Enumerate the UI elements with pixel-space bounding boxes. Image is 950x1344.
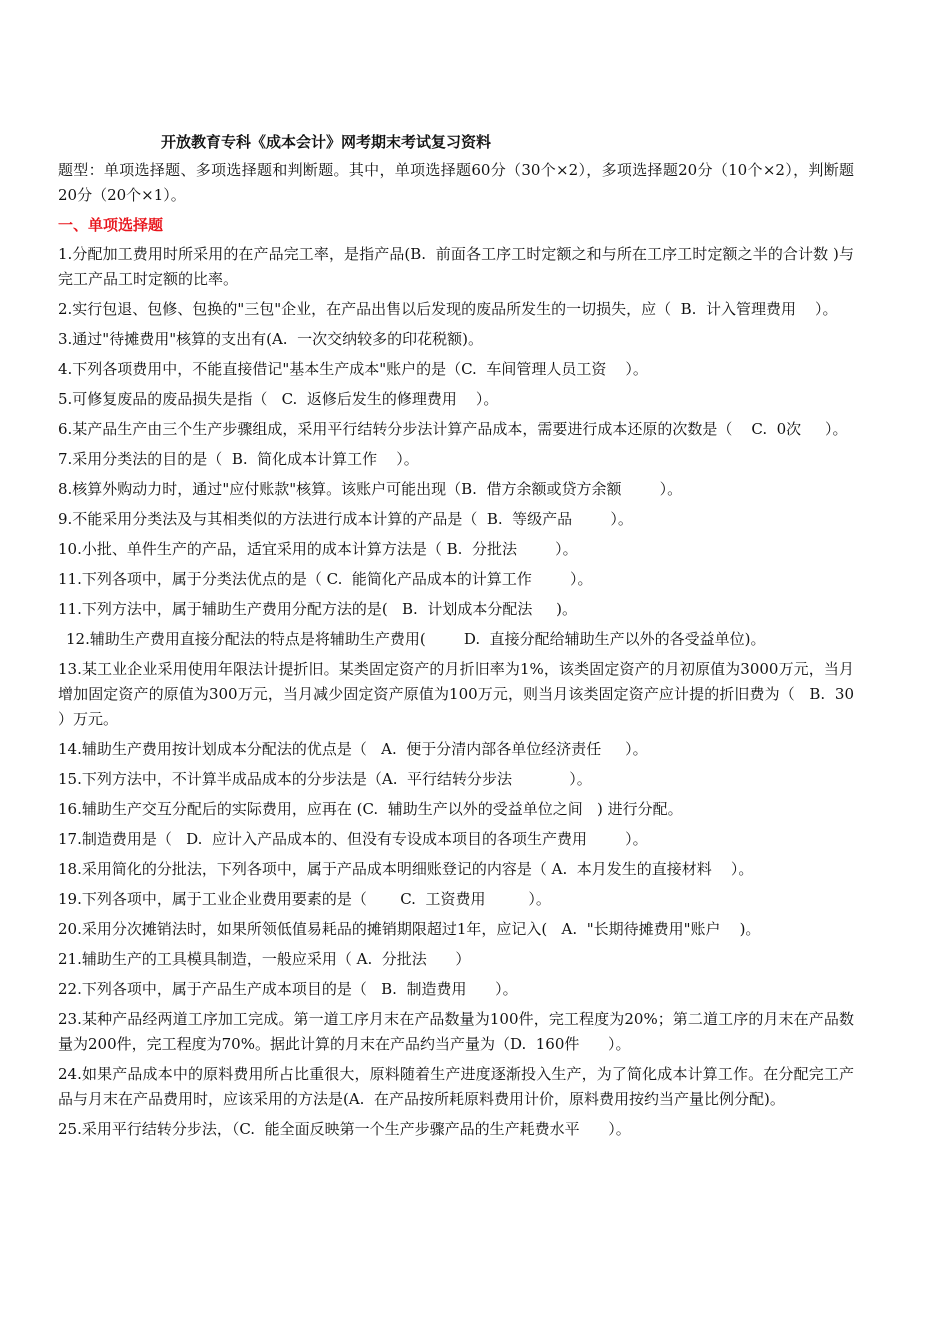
question-item: 4.下列各项费用中，不能直接借记"基本生产成本"账户的是（C. 车间管理人员工资 ）。 xyxy=(58,360,648,378)
question-item: 14.辅助生产费用按计划成本分配法的优点是（ A. 便于分清内部各单位经济责任 ）。 xyxy=(58,740,648,758)
question-item: 11.下列方法中，属于辅助生产费用分配方法的是( B. 计划成本分配法 )。 xyxy=(58,600,578,618)
question-item: 25.采用平行结转分步法，（C. 能全面反映第一个生产步骤产品的生产耗费水平 ）。 xyxy=(58,1120,631,1138)
question-item: 2.实行包退、包修、包换的"三包"企业，在产品出售以后发现的废品所发生的一切损失，应（ B. 计入管理费用 ）。 xyxy=(58,300,838,318)
question-item: 16.辅助生产交互分配后的实际费用，应再在 (C. 辅助生产以外的受益单位之间 ) 进行分配。 xyxy=(58,800,683,818)
question-item: 24.如果产品成本中的原料费用所占比重很大，原料随着生产进度逐渐投入生产，为了简化成本计算工作。在分配完工产品与月末在产品费用时，应该采用的方法是(A. 在产品按所耗原料费用计价，原料费用按约当产量比例分配)。 xyxy=(58,1065,854,1108)
question-item: 23.某种产品经两道工序加工完成。第一道工序月末在产品数量为100件，完工程度为20%；第二道工序的月末在产品数量为200件，完工程度为70%。据此计算的月末在产品约当产量为（D. 160件 ）。 xyxy=(58,1010,854,1053)
question-types-intro: 题型：单项选择题、多项选择题和判断题。其中，单项选择题60分（30个×2），多项选择题20分（10个×2），判断题20分（20个×1）。 xyxy=(58,161,854,204)
question-item: 12.辅助生产费用直接分配法的特点是将辅助生产费用( D. 直接分配给辅助生产以外的各受益单位)。 xyxy=(66,630,766,648)
question-item: 5.可修复废品的废品损失是指（ C. 返修后发生的修理费用 ）。 xyxy=(58,390,499,408)
question-item: 19.下列各项中，属于工业企业费用要素的是（ C. 工资费用 ）。 xyxy=(58,890,551,908)
section-heading-single-choice: 一、单项选择题 xyxy=(58,216,164,234)
question-item: 20.采用分次摊销法时，如果所领低值易耗品的摊销期限超过1年，应记入( A. "长期待摊费用"账户 )。 xyxy=(58,920,761,938)
question-item: 18.采用简化的分批法，下列各项中，属于产品成本明细账登记的内容是（ A. 本月发生的直接材料 ）。 xyxy=(58,860,754,878)
question-item: 1.分配加工费用时所采用的在产品完工率，是指产品(B. 前面各工序工时定额之和与所在工序工时定额之半的合计数 )与完工产品工时定额的比率。 xyxy=(58,245,854,288)
question-item: 11.下列各项中，属于分类法优点的是（ C. 能简化产品成本的计算工作 ）。 xyxy=(58,570,593,588)
question-item: 21.辅助生产的工具模具制造，一般应采用（ A. 分批法 ） xyxy=(58,950,471,968)
question-item: 22.下列各项中，属于产品生产成本项目的是（ B. 制造费用 ）。 xyxy=(58,980,518,998)
question-item: 17.制造费用是（ D. 应计入产品成本的、但没有专设成本项目的各项生产费用 ）。 xyxy=(58,830,648,848)
question-item: 7.采用分类法的目的是（ B. 简化成本计算工作 ）。 xyxy=(58,450,419,468)
question-item: 6.某产品生产由三个生产步骤组成，采用平行结转分步法计算产品成本，需要进行成本还原的次数是（ C. 0次 ）。 xyxy=(58,420,848,438)
question-item: 9.不能采用分类法及与其相类似的方法进行成本计算的产品是（ B. 等级产品 ）。 xyxy=(58,510,633,528)
question-item: 3.通过"待摊费用"核算的支出有(A. 一次交纳较多的印花税额)。 xyxy=(58,330,483,348)
question-item: 8.核算外购动力时，通过"应付账款"核算。该账户可能出现（B. 借方余额或贷方余额 ）。 xyxy=(58,480,683,498)
document-title: 开放教育专科《成本会计》网考期末考试复习资料 xyxy=(161,133,492,151)
question-item: 10.小批、单件生产的产品，适宜采用的成本计算方法是（ B. 分批法 ）。 xyxy=(58,540,578,558)
question-item: 13.某工业企业采用使用年限法计提折旧。某类固定资产的月折旧率为1%，该类固定资产的月初原值为3000万元，当月增加固定资产的原值为300万元，当月减少固定资产原值为100万元，则当月该类固定资产应计提的折旧费为（ B. 30 ）万元。 xyxy=(58,660,878,728)
question-item: 15.下列方法中，不计算半成品成本的分步法是（A. 平行结转分步法 ）。 xyxy=(58,770,592,788)
